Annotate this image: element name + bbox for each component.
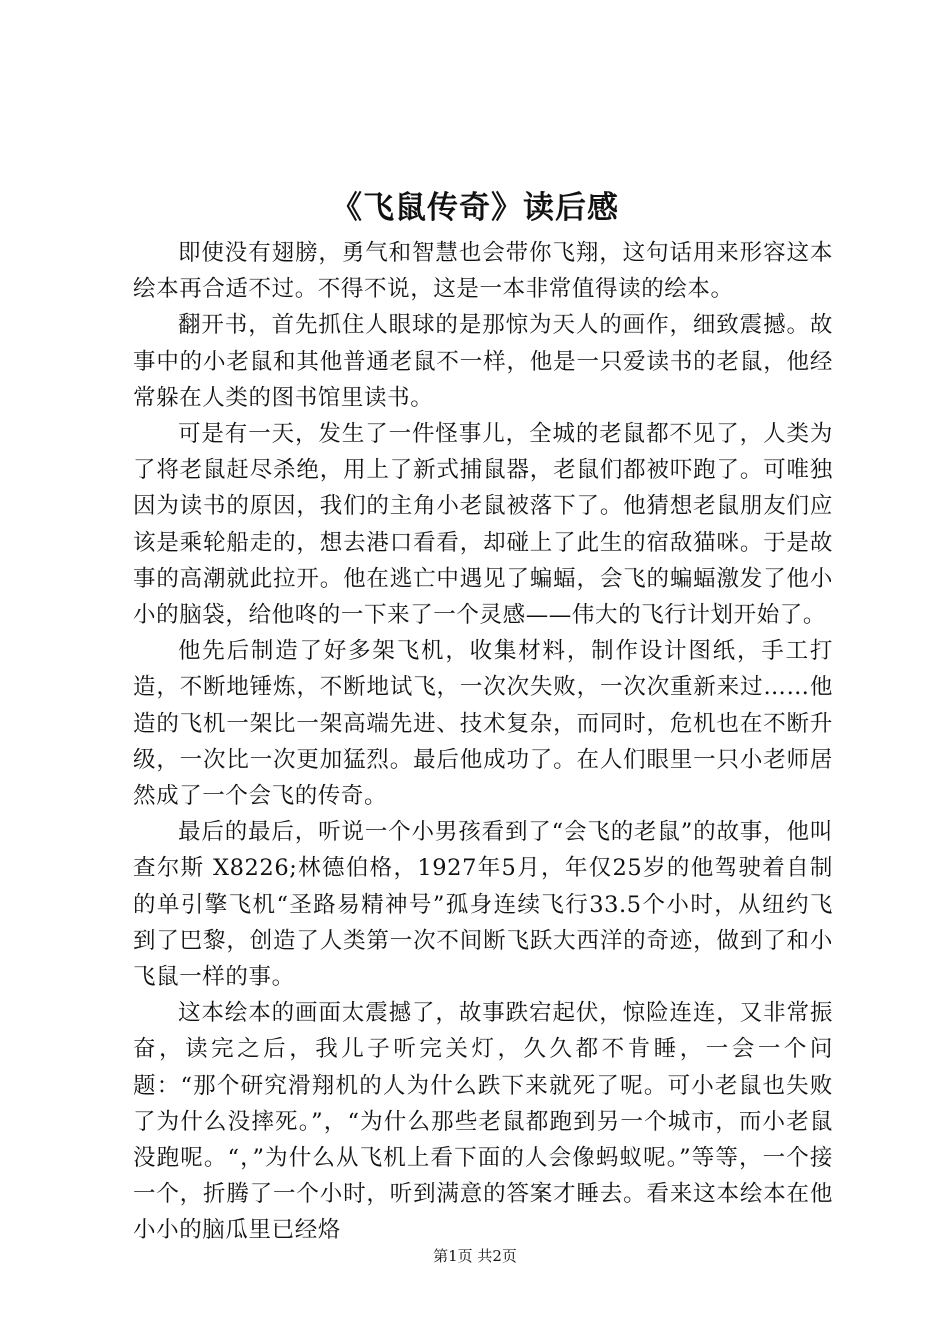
paragraph: 即使没有翅膀，勇气和智慧也会带你飞翔，这句话用来形容这本绘本再合适不过。不得不说，这是一本非常值得读的绘本。 [133, 240, 833, 303]
page-number-footer: 第1页 共2页 [433, 1247, 517, 1265]
paragraph: 最后的最后，听说一个小男孩看到了“会飞的老鼠”的故事，他叫查尔斯 X8226;林德伯格，1927年5月，年仅25岁的他驾驶着自制的单引擎飞机“圣路易精神号”孤身连续飞行33.5个小时，从纽约飞到了巴黎，创造了人类第一次不间断飞跃大西洋的奇迹，做到了和小飞鼠一样的事。 [133, 819, 833, 991]
document-title: 《飞鼠传奇》读后感 [331, 190, 619, 226]
paragraph: 翻开书，首先抓住人眼球的是那惊为天人的画作，细致震撼。故事中的小老鼠和其他普通老鼠不一样，他是一只爱读书的老鼠，他经常躲在人类的图书馆里读书。 [133, 312, 833, 411]
paragraph: 他先后制造了好多架飞机，收集材料，制作设计图纸，手工打造，不断地锤炼，不断地试飞，一次次失败，一次次重新来过……他造的飞机一架比一架高端先进、技术复杂，而同时，危机也在不断升级，一次比一次更加猛烈。最后他成功了。在人们眼里一只小老师居然成了一个会飞的传奇。 [133, 638, 833, 810]
document-body [133, 235, 833, 1249]
paragraph: 可是有一天，发生了一件怪事儿，全城的老鼠都不见了，人类为了将老鼠赶尽杀绝，用上了新式捕鼠器，老鼠们都被吓跑了。可唯独因为读书的原因，我们的主角小老鼠被落下了。他猜想老鼠朋友们应该是乘轮船走的，想去港口看看，却碰上了此生的宿敌猫咪。于是故事的高潮就此拉开。他在逃亡中遇见了蝙蝠，会飞的蝙蝠激发了他小小的脑袋，给他咚的一下来了一个灵感——伟大的飞行计划开始了。 [133, 421, 833, 629]
paragraph: 这本绘本的画面太震撼了，故事跌宕起伏，惊险连连，又非常振奋，读完之后，我儿子听完关灯，久久都不肯睡，一会一个问题：“那个研究滑翔机的人为什么跌下来就死了呢。可小老鼠也失败了为什么没摔死。”，“为什么那些老鼠都跑到另一个城市，而小老鼠没跑呢。“，”为什么从飞机上看下面的人会像蚂蚁呢。”等等，一个接一个，折腾了一个小时，听到满意的答案才睡去。看来这本绘本在他小小的脑瓜里已经烙 [133, 1000, 833, 1244]
